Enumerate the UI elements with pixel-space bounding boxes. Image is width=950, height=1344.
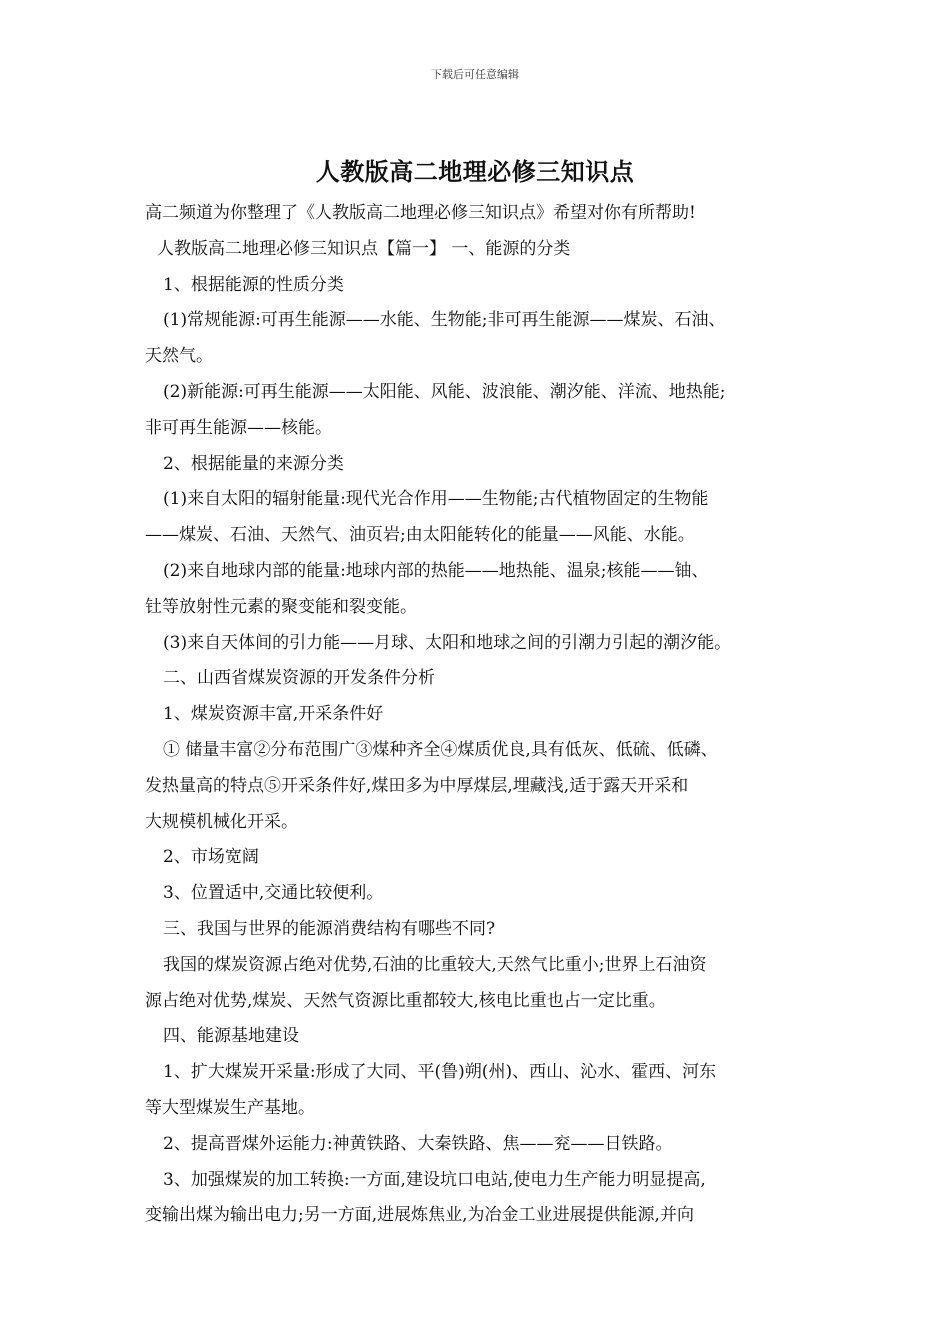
text-line: 2、提高晋煤外运能力:神黄铁路、大秦铁路、焦——兖——日铁路。 — [163, 1133, 673, 1154]
text-line: 源占绝对优势,煤炭、天然气资源比重都较大,核电比重也占一定比重。 — [145, 990, 666, 1011]
document-body — [145, 196, 815, 1234]
text-line: (2)来自地球内部的能量:地球内部的热能——地热能、温泉;核能——铀、 — [163, 560, 709, 581]
text-line: 2、市场宽阔 — [163, 847, 259, 868]
text-line: 发热量高的特点⑤开采条件好,煤田多为中厚煤层,埋藏浅,适于露天开采和 — [145, 775, 689, 796]
header-note: 下载后可任意编辑 — [431, 68, 519, 81]
text-line: (3)来自天体间的引力能——月球、太阳和地球之间的引潮力引起的潮汐能。 — [163, 632, 732, 653]
text-line: 我国的煤炭资源占绝对优势,石油的比重较大,天然气比重小;世界上石油资 — [163, 954, 707, 975]
text-line: 三、我国与世界的能源消费结构有哪些不同? — [163, 918, 496, 939]
text-line: 3、位置适中,交通比较便利。 — [163, 883, 384, 904]
text-line: ① 储量丰富②分布范围广③煤种齐全④煤质优良,具有低灰、低硫、低磷、 — [163, 739, 718, 760]
text-line: 2、根据能量的来源分类 — [163, 453, 344, 474]
text-line: (1)常规能源:可再生能源——水能、生物能;非可再生能源——煤炭、石油、 — [163, 310, 726, 331]
text-line: 高二频道为你整理了《人教版高二地理必修三知识点》希望对你有所帮助! — [145, 203, 696, 223]
text-line: 人教版高二地理必修三知识点【篇一】 一、能源的分类 — [157, 238, 571, 259]
text-line: 天然气。 — [145, 346, 213, 367]
text-line: 四、能源基地建设 — [163, 1026, 299, 1047]
text-line: 1、根据能源的性质分类 — [163, 274, 344, 295]
document-title: 人教版高二地理必修三知识点 — [315, 158, 635, 186]
text-line: 3、加强煤炭的加工转换:一方面,建设坑口电站,使电力生产能力明显提高, — [163, 1169, 706, 1190]
text-line: (2)新能源:可再生能源——太阳能、风能、波浪能、潮汐能、洋流、地热能; — [163, 381, 726, 402]
text-line: 变输出煤为输出电力;另一方面,进展炼焦业,为冶金工业进展提供能源,并向 — [145, 1205, 694, 1226]
text-line: 1、扩大煤炭开采量:形成了大同、平(鲁)朔(州)、西山、沁水、霍西、河东 — [163, 1062, 717, 1083]
text-line: (1)来自太阳的辐射能量:现代光合作用——生物能;古代植物固定的生物能 — [163, 489, 709, 510]
text-line: 大规模机械化开采。 — [145, 811, 298, 832]
text-line: 1、煤炭资源丰富,开采条件好 — [163, 704, 384, 725]
text-line: 等大型煤炭生产基地。 — [145, 1097, 315, 1118]
text-line: 非可再生能源——核能。 — [145, 417, 332, 438]
text-line: 二、山西省煤炭资源的开发条件分析 — [163, 668, 435, 689]
text-line: ——煤炭、石油、天然气、油页岩;由太阳能转化的能量——风能、水能。 — [145, 525, 695, 546]
text-line: 钍等放射性元素的聚变能和裂变能。 — [145, 596, 417, 617]
